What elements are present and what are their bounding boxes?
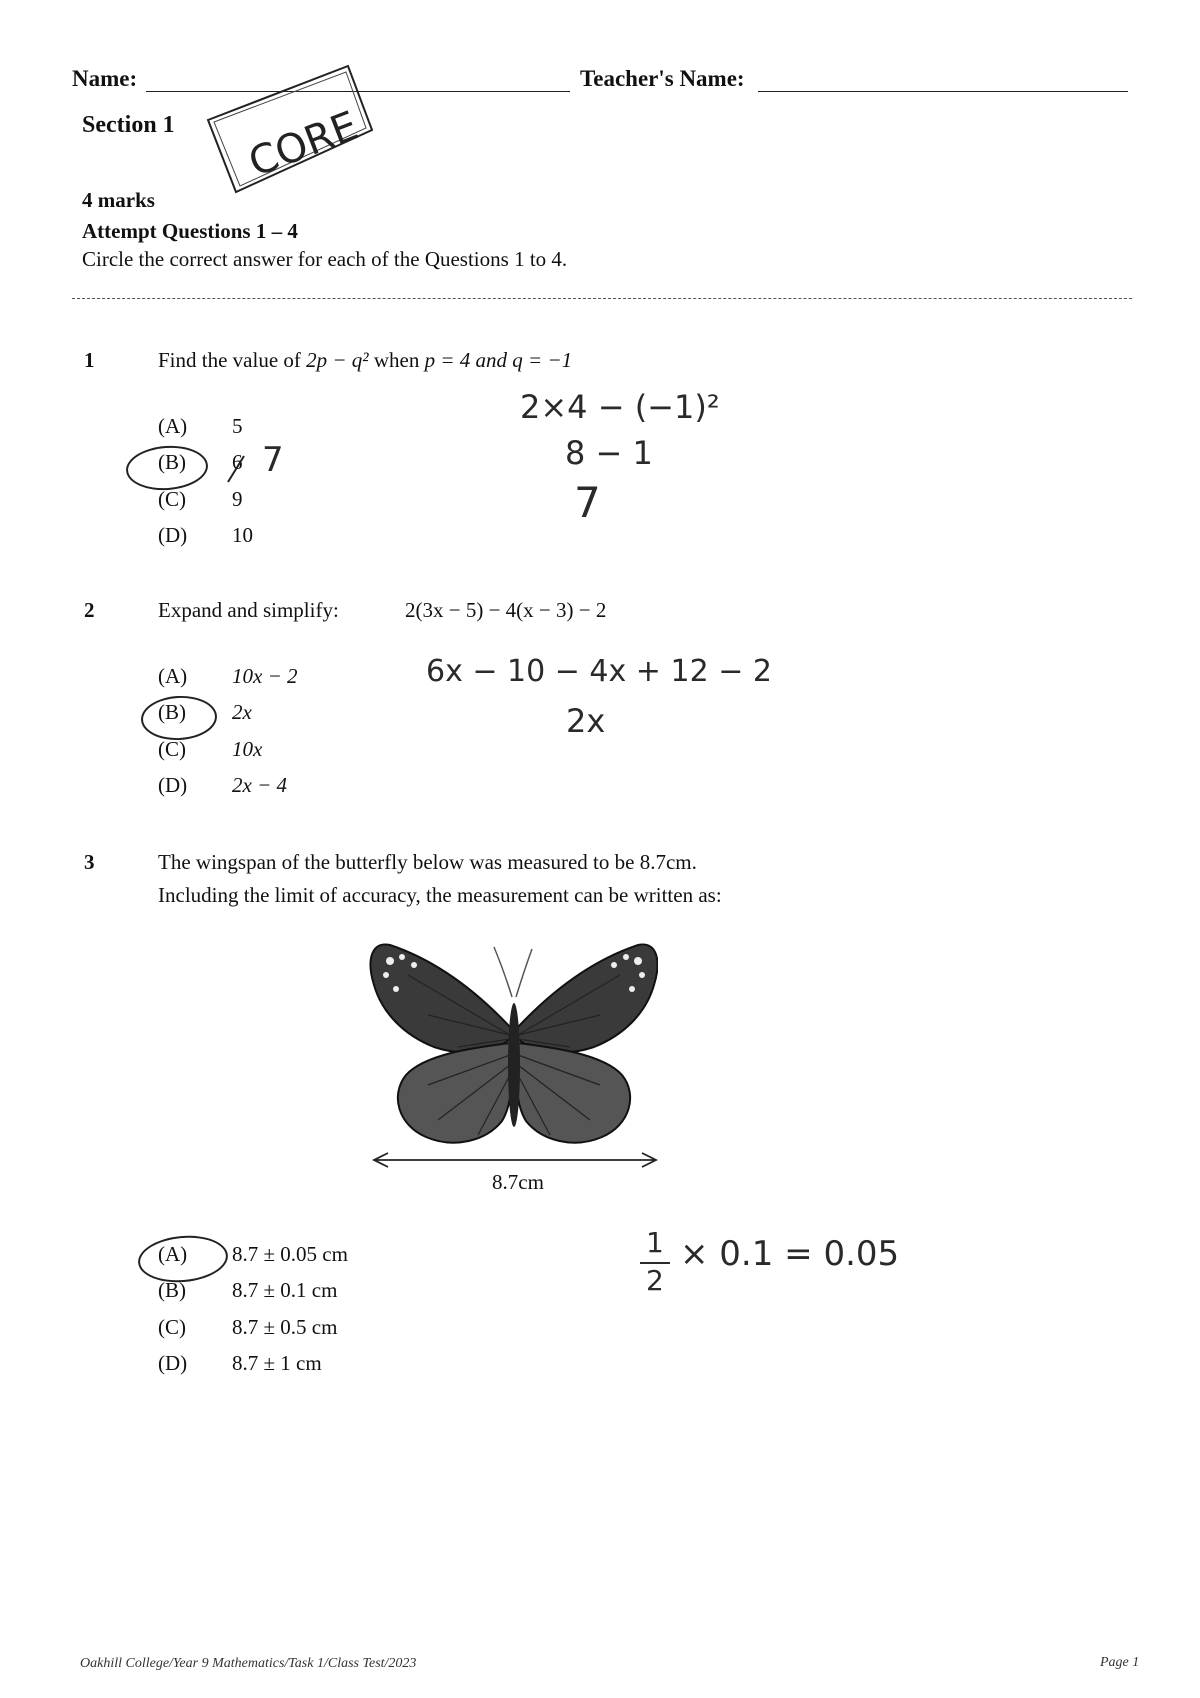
option-letter[interactable]: (A) [158,414,188,438]
option-value: 2x [232,700,252,724]
option-value: 5 [232,414,243,438]
core-stamp [200,58,380,208]
teacher-name-line [758,91,1128,92]
footer-course-info: Oakhill College/Year 9 Mathematics/Task 1/Class Test/2023 [80,1656,417,1671]
answer-circle [125,443,210,493]
name-label: Name: [72,66,138,91]
question-text: Including the limit of accuracy, the measurement can be written as: [158,883,722,907]
strike-mark [222,452,252,486]
option-letter[interactable]: (B) [158,450,186,474]
handwritten-working: 8 − 1 [565,434,653,472]
option-letter[interactable]: (D) [158,523,188,547]
question-text: The wingspan of the butterfly below was measured to be 8.7cm. [158,850,697,874]
option-letter[interactable]: (B) [158,1278,186,1302]
handwritten-working: 2×4 − (−1)² [520,388,720,426]
handwritten-working: × 0.1 = 0.05 [680,1234,900,1274]
section-title: Section 1 [82,112,175,138]
option-letter[interactable]: (A) [158,1242,188,1266]
question-text: Find the value of 2p − q² when p = 4 and q = −1 [158,348,573,372]
option-value: 6 [232,450,243,474]
option-letter[interactable]: (C) [158,1315,186,1339]
question-number: 3 [84,850,95,874]
attempt-label: Attempt Questions 1 – 4 [82,219,298,243]
option-value: 8.7 ± 0.5 cm [232,1315,338,1339]
marks-label: 4 marks [82,188,155,212]
handwritten-fraction-numerator: 1 [646,1226,664,1259]
question-text: Expand and simplify: [158,598,339,622]
option-value: 2x − 4 [232,773,287,797]
figure-caption: 8.7cm [492,1170,544,1194]
option-value: 10 [232,523,253,547]
question-expression: 2(3x − 5) − 4(x − 3) − 2 [405,598,607,622]
core-stamp-text: CORE [242,102,365,187]
handwritten-answer: 7 [262,440,284,480]
option-letter[interactable]: (A) [158,664,188,688]
handwritten-fraction-denominator: 2 [646,1264,664,1297]
option-letter[interactable]: (C) [158,487,186,511]
option-value: 8.7 ± 0.1 cm [232,1278,338,1302]
option-letter[interactable]: (D) [158,773,188,797]
answer-circle [136,1232,230,1286]
option-letter[interactable]: (C) [158,737,186,761]
option-letter[interactable]: (B) [158,700,186,724]
handwritten-working: 7 [574,478,601,527]
handwritten-working: 6x − 10 − 4x + 12 − 2 [426,654,772,689]
option-value: 10x [232,737,263,761]
option-value: 9 [232,487,243,511]
option-value: 8.7 ± 1 cm [232,1351,322,1375]
page-number: Page 1 [1100,1655,1140,1670]
teacher-name-label: Teacher's Name: [580,66,745,91]
butterfly-figure [368,935,658,1163]
section-divider [72,298,1132,299]
option-letter[interactable]: (D) [158,1351,188,1375]
question-number: 1 [84,348,95,372]
wingspan-arrow [370,1150,660,1170]
question-number: 2 [84,598,95,622]
handwritten-working: 2x [566,702,606,740]
instruction-text: Circle the correct answer for each of the Questions 1 to 4. [82,247,568,271]
answer-circle [140,694,218,742]
option-value: 10x − 2 [232,664,298,688]
option-value: 8.7 ± 0.05 cm [232,1242,348,1266]
